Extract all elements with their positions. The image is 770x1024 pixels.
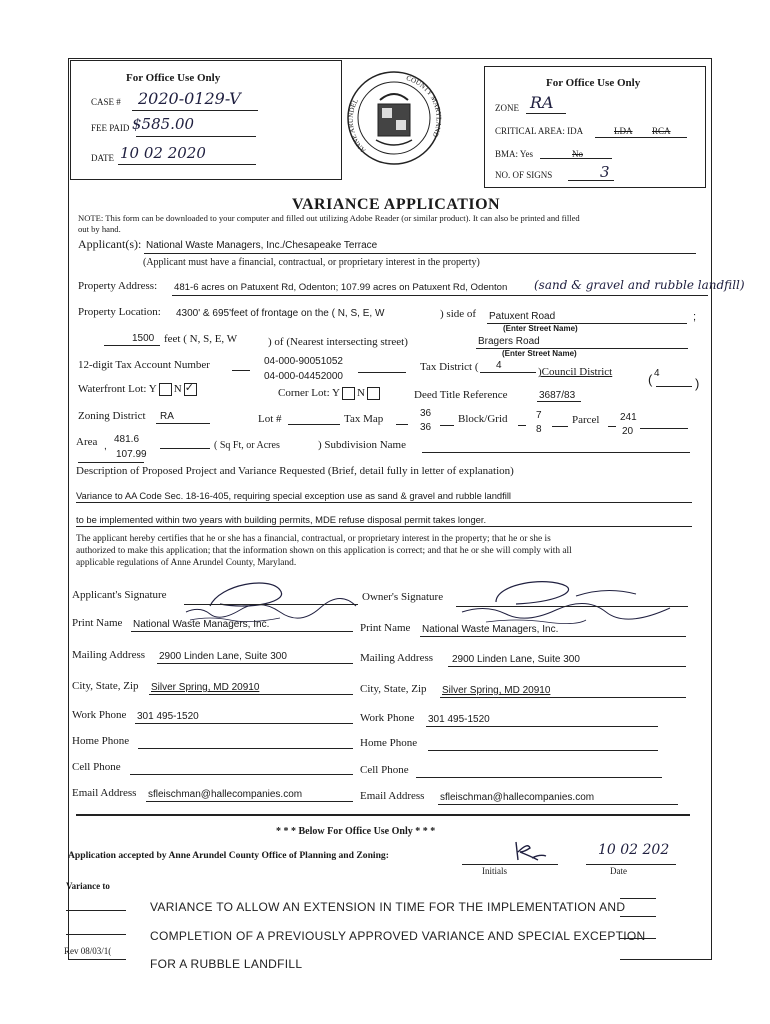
print-name-label-applicant: Print Name [72, 617, 123, 629]
tax-account-value-2: 04-000-04452000 [264, 371, 343, 382]
variance-to-label: Variance to [66, 881, 110, 891]
owner-signature-label: Owner's Signature [362, 591, 444, 603]
mailing-value-applicant: 2900 Linden Lane, Suite 300 [159, 651, 287, 662]
note-line-2: out by hand. [78, 224, 121, 234]
date-label: DATE [91, 153, 114, 163]
nearest-value: Bragers Road [478, 336, 540, 347]
waterfront-no-label: N [173, 383, 182, 396]
fee-label: FEE PAID [91, 123, 130, 133]
bma-label: BMA: Yes [495, 149, 534, 159]
seal-icon [346, 70, 442, 166]
block-value-1: 7 [536, 410, 542, 421]
email-value-applicant: sfleischman@hallecompanies.com [148, 789, 303, 800]
area-value-1: 481.6 [114, 434, 140, 445]
initials-handwriting [510, 838, 550, 864]
bma-no: No [572, 149, 583, 159]
tax-district-label: Tax District ( [420, 361, 479, 373]
waterfront-label-text: Waterfront Lot: [78, 383, 147, 396]
tax-map-value-1: 36 [420, 408, 432, 419]
email-label-owner: Email Address [360, 790, 425, 802]
council-district-label: )Council District [538, 366, 613, 378]
corner-no-checkbox[interactable] [367, 387, 380, 400]
work-phone-value-owner: 301 495-1520 [428, 714, 490, 725]
critical-area-label: CRITICAL AREA: IDA [495, 126, 584, 136]
cell-phone-label-owner: Cell Phone [360, 764, 409, 776]
enter-street-2: (Enter Street Name) [502, 349, 577, 358]
property-address-hand: (sand & gravel and rubble landfill) [534, 278, 745, 292]
below-office-use: * * * Below For Office Use Only * * * [276, 826, 436, 837]
critical-rca: RCA [652, 126, 671, 136]
description-line-1: Variance to AA Code Sec. 18-16-405, requiring special exception use as sand & gravel and rubble landfill [76, 490, 511, 501]
svg-text:ANNE ARUNDEL [347, 97, 368, 154]
description-label: Description of Proposed Project and Variance Requested (Brief, detail fully in letter of explanation) [76, 465, 514, 477]
tax-district-value: 4 [496, 360, 502, 371]
parcel-value-2: 20 [622, 426, 634, 437]
print-name-value-applicant: National Waste Managers, Inc. [133, 619, 270, 630]
enter-street-1: (Enter Street Name) [503, 324, 578, 333]
home-phone-label-owner: Home Phone [360, 737, 418, 749]
council-district-value: 4 [654, 368, 660, 379]
note-line-1: NOTE: This form can be downloaded to your computer and filled out utilizing Adobe Reader (or similar product). It can also be printed and filled [78, 213, 580, 223]
block-value-2: 8 [536, 424, 542, 435]
revision-label: Rev 08/03/1( [64, 946, 112, 956]
office-use-line-2: COMPLETION OF A PREVIOUSLY APPROVED VARIANCE AND SPECIAL EXCEPTION [150, 929, 646, 943]
applicant-note: (Applicant must have a financial, contractual, or proprietary interest in the property) [143, 257, 480, 268]
date-value: 10 02 2020 [120, 144, 206, 162]
property-location-label: Property Location: [78, 306, 161, 318]
accepted-label: Application accepted by Anne Arundel County Office of Planning and Zoning: [68, 850, 389, 861]
office-right-header: For Office Use Only [546, 77, 641, 89]
work-phone-label-applicant: Work Phone [72, 709, 127, 721]
form-border [68, 58, 712, 960]
lot-label: Lot # [258, 413, 282, 425]
waterfront-no-checkbox[interactable] [184, 383, 197, 396]
side-of-value: Patuxent Road [489, 311, 556, 322]
applicant-signature [180, 576, 360, 624]
signs-label: NO. OF SIGNS [495, 170, 553, 180]
council-paren-open: ( [648, 372, 653, 387]
nearest-label: ) of (Nearest intersecting street) [268, 336, 408, 348]
parcel-label: Parcel [572, 414, 600, 426]
date-sub-label: Date [610, 866, 627, 876]
case-label: CASE # [91, 97, 121, 107]
print-name-value-owner: National Waste Managers, Inc. [422, 624, 559, 635]
critical-lda: LDA [614, 126, 633, 136]
corner-lot [278, 387, 382, 400]
corner-no-label: N [356, 387, 365, 400]
corner-yes-checkbox[interactable] [342, 387, 355, 400]
certify-line-3: applicable regulations of Anne Arundel County, Maryland. [76, 558, 297, 568]
tax-map-label: Tax Map [344, 413, 384, 425]
work-phone-label-owner: Work Phone [360, 712, 415, 724]
subdivision-label: ) Subdivision Name [318, 439, 406, 451]
city-label-applicant: City, State, Zip [72, 680, 139, 692]
page-title: VARIANCE APPLICATION [292, 196, 501, 213]
zoning-value: RA [160, 411, 174, 422]
deed-label: Deed Title Reference [414, 389, 508, 401]
applicant-signature-label: Applicant's Signature [72, 589, 167, 601]
feet-value: 1500 [132, 333, 155, 344]
tax-account-label: 12-digit Tax Account Number [78, 359, 210, 371]
deed-value: 3687/83 [539, 390, 576, 401]
certify-line-2: authorized to make this application; that the information shown on this application is correct; and that he or she will comply with all [76, 546, 572, 556]
tax-map-value-2: 36 [420, 422, 432, 433]
property-address-label: Property Address: [78, 280, 158, 292]
city-value-applicant: Silver Spring, MD 20910 [151, 682, 260, 693]
zone-value: RA [530, 93, 554, 112]
print-name-label-owner: Print Name [360, 622, 411, 634]
seal-text-right: COUNTY MARYLAND [405, 74, 442, 139]
office-use-line-1: VARIANCE TO ALLOW AN EXTENSION IN TIME FOR THE IMPLEMENTATION AND [150, 900, 626, 914]
case-value: 2020-0129-V [138, 89, 241, 108]
property-location-value: 4300' & 695'feet of frontage on the ( N, S, E, W [176, 308, 385, 319]
waterfront-label [78, 383, 199, 396]
corner-label-text: Corner Lot: [278, 387, 330, 400]
office-use-line-3: FOR A RUBBLE LANDFILL [150, 957, 303, 971]
signs-value: 3 [600, 163, 610, 181]
accepted-date: 10 02 202 [598, 842, 670, 858]
fee-value: $585.00 [132, 115, 195, 133]
email-value-owner: sfleischman@hallecompanies.com [440, 792, 595, 803]
area-comma: , [104, 441, 107, 452]
corner-yes-label: Y [331, 387, 340, 400]
owner-signature [456, 574, 676, 626]
council-paren-close: ) [695, 376, 700, 391]
zone-label: ZONE [495, 103, 519, 113]
tax-account-value-1: 04-000-90051052 [264, 356, 343, 367]
county-seal [346, 70, 442, 166]
svg-text:COUNTY MARYLAND [405, 74, 442, 138]
mailing-label-applicant: Mailing Address [72, 649, 146, 661]
mailing-value-owner: 2900 Linden Lane, Suite 300 [452, 654, 580, 665]
property-address-value: 481-6 acres on Patuxent Rd, Odenton; 107.99 acres on Patuxent Rd, Odenton [174, 282, 508, 293]
area-label: Area [76, 436, 98, 448]
block-label: Block/Grid [458, 413, 508, 425]
zoning-label: Zoning District [78, 410, 146, 422]
city-label-owner: City, State, Zip [360, 683, 427, 695]
email-label-applicant: Email Address [72, 787, 137, 799]
applicant-value: National Waste Managers, Inc./Chesapeake Terrace [146, 240, 378, 251]
office-left-header: For Office Use Only [126, 72, 221, 84]
semicolon: ; [693, 311, 697, 323]
cell-phone-label-applicant: Cell Phone [72, 761, 121, 773]
seal-text-left: ANNE ARUNDEL [346, 97, 368, 155]
city-value-owner: Silver Spring, MD 20910 [442, 685, 551, 696]
home-phone-label-applicant: Home Phone [72, 735, 130, 747]
applicant-label: Applicant(s): [78, 237, 142, 251]
side-of-label: ) side of [440, 308, 477, 320]
waterfront-yes-checkbox[interactable] [159, 383, 172, 396]
work-phone-value-applicant: 301 495-1520 [137, 711, 199, 722]
office-separator [76, 814, 690, 816]
initials-label: Initials [482, 866, 507, 876]
parcel-value-1: 241 [620, 412, 637, 423]
description-line-2: to be implemented within two years with building permits, MDE refuse disposal permit takes longer. [76, 514, 487, 525]
mailing-label-owner: Mailing Address [360, 652, 434, 664]
feet-label: feet ( N, S, E, W [164, 333, 238, 345]
area-value-2: 107.99 [116, 449, 147, 460]
certify-line-1: The applicant hereby certifies that he or she has a financial, contractual, or proprietary interest in the property; that he or she is [76, 534, 551, 544]
waterfront-yes-label: Y [148, 383, 157, 396]
area-units: ( Sq Ft, or Acres [214, 440, 280, 451]
